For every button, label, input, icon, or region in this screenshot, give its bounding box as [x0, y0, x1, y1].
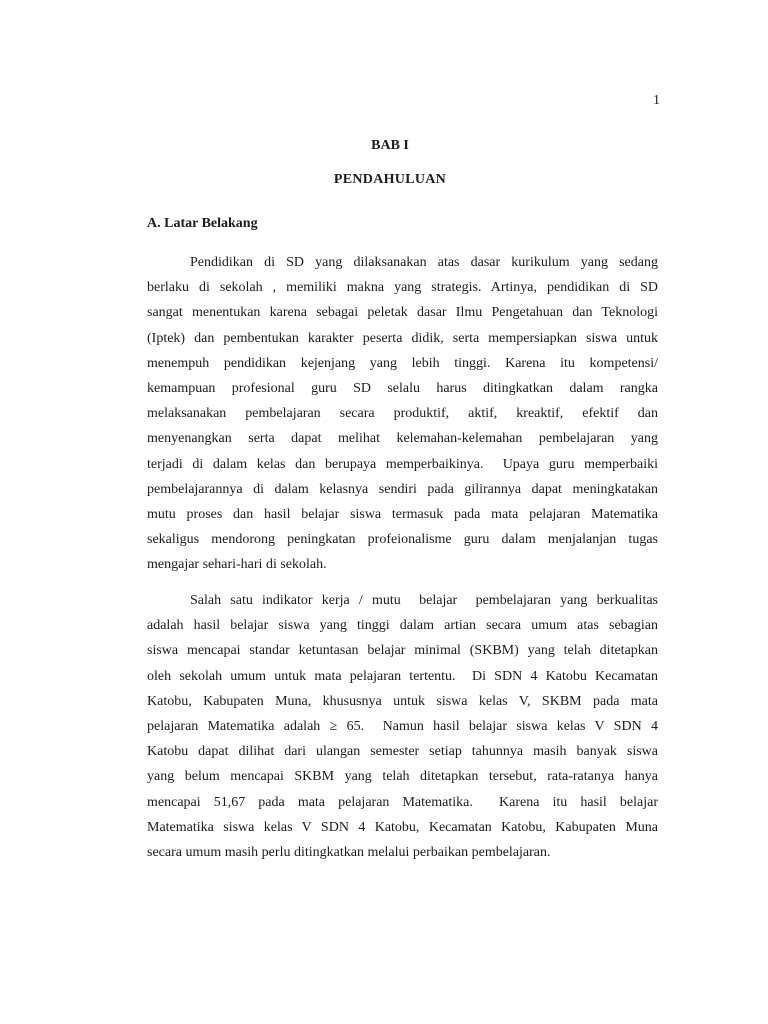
paragraph-1: [147, 250, 658, 578]
paragraph-line: siswa mencapai standar ketuntasan belajar minimal (SKBM) yang telah ditetapkan: [147, 643, 658, 659]
paragraph-line: yang belum mencapai SKBM yang telah ditetapkan tersebut, rata-ratanya hanya: [147, 769, 658, 785]
paragraph-line: kemampuan profesional guru SD selalu harus ditingkatkan dalam rangka: [147, 381, 658, 397]
paragraph-line: mengajar sehari-hari di sekolah.: [147, 557, 327, 573]
paragraph-line: Katobu, Kabupaten Muna, khususnya untuk siswa kelas V, SKBM pada mata: [147, 693, 658, 709]
paragraph-line: mencapai 51,67 pada mata pelajaran Matematika. Karena itu hasil belajar: [147, 794, 658, 810]
paragraph-line: Pendidikan di SD yang dilaksanakan atas dasar kurikulum yang sedang: [190, 255, 658, 270]
paragraph-line: melaksanakan pembelajaran secara produktif, aktif, kreaktif, efektif dan: [147, 406, 658, 422]
paragraph-line: menempuh pendidikan kejenjang yang lebih tinggi. Karena itu kompetensi/: [147, 355, 658, 371]
paragraph-line: menyenangkan serta dapat melihat kelemahan-kelemahan pembelajaran yang: [147, 431, 658, 447]
paragraph-line: (Iptek) dan pembentukan karakter peserta didik, serta mempersiapkan siswa untuk: [147, 330, 658, 346]
page-number: 1: [653, 93, 660, 108]
paragraph-line: Matematika siswa kelas V SDN 4 Katobu, Kecamatan Katobu, Kabupaten Muna: [147, 819, 658, 835]
paragraph-line: sekaligus mendorong peningkatan profeionalisme guru dalam menjalanjan tugas: [147, 532, 658, 548]
paragraph-line: pembelajarannya di dalam kelasnya sendiri pada gilirannya dapat meningkatakan: [147, 481, 658, 497]
chapter-title: PENDAHULUAN: [333, 172, 447, 187]
paragraph-line: adalah hasil belajar siswa yang tinggi dalam artian secara umum atas sebagian: [147, 618, 658, 634]
paragraph-line: secara umum masih perlu ditingkatkan melalui perbaikan pembelajaran.: [147, 845, 551, 861]
paragraph-line: berlaku di sekolah , memiliki makna yang strategis. Artinya, pendidikan di SD: [147, 280, 658, 296]
chapter-number: BAB I: [371, 138, 409, 153]
paragraph-line: mutu proses dan hasil belajar siswa termasuk pada mata pelajaran Matematika: [147, 507, 658, 523]
section-heading: A. Latar Belakang: [147, 216, 258, 231]
paragraph-line: sangat menentukan karena sebagai peletak dasar Ilmu Pengetahuan dan Teknologi: [147, 305, 658, 321]
paragraph-line: Salah satu indikator kerja / mutu belajar pembelajaran yang berkualitas: [190, 593, 658, 608]
paragraph-line: pelajaran Matematika adalah ≥ 65. Namun hasil belajar siswa kelas V SDN 4: [147, 719, 658, 735]
paragraph-line: Katobu dapat dilihat dari ulangan semester setiap tahunnya masih banyak siswa: [147, 744, 658, 760]
paragraph-line: oleh sekolah umum untuk mata pelajaran tertentu. Di SDN 4 Katobu Kecamatan: [147, 668, 658, 684]
paragraph-line: terjadi di dalam kelas dan berupaya memperbaikinya. Upaya guru memperbaiki: [147, 456, 658, 472]
paragraph-2: [147, 588, 658, 865]
